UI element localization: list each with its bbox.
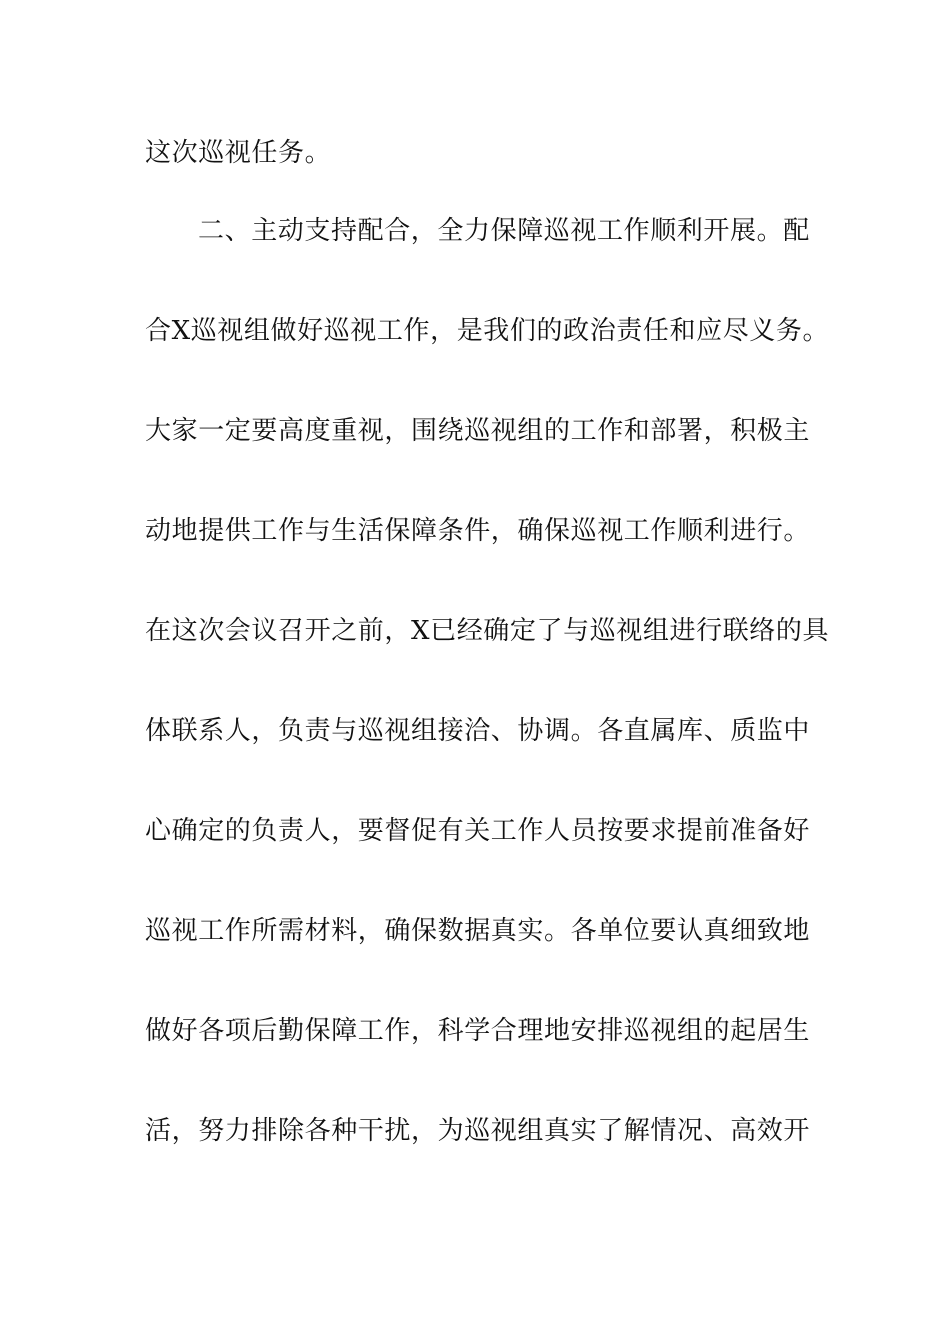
text-line: 大家一定要高度重视，围绕巡视组的工作和部署，积极主	[145, 416, 811, 446]
text-line: 动地提供工作与生活保障条件，确保巡视工作顺利进行。	[145, 516, 811, 546]
text-line: 合X巡视组做好巡视工作，是我们的政治责任和应尽义务。	[145, 316, 830, 346]
text-line: 做好各项后勤保障工作，科学合理地安排巡视组的起居生	[145, 1016, 811, 1046]
text-line: 活，努力排除各种干扰，为巡视组真实了解情况、高效开	[145, 1116, 811, 1146]
text-line: 这次巡视任务。	[145, 138, 332, 168]
text-line: 体联系人，负责与巡视组接洽、协调。各直属库、质监中	[145, 716, 811, 746]
text-line: 巡视工作所需材料，确保数据真实。各单位要认真细致地	[145, 916, 811, 946]
text-line: 心确定的负责人，要督促有关工作人员按要求提前准备好	[145, 816, 811, 846]
section-heading-line: 二、主动支持配合，全力保障巡视工作顺利开展。配	[198, 216, 810, 246]
text-line: 在这次会议召开之前，X已经确定了与巡视组进行联络的具	[145, 616, 830, 646]
